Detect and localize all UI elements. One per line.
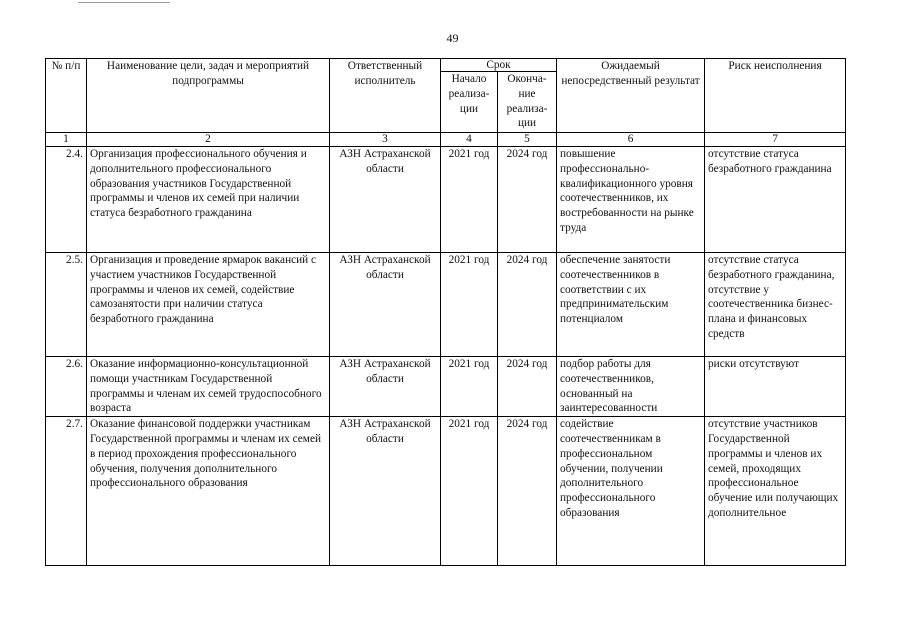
top-rule	[78, 2, 170, 3]
row-start: 2021 год	[441, 417, 498, 566]
column-number-row	[46, 133, 846, 147]
row-number: 2.7.	[46, 417, 87, 566]
header-end: Оконча-ние реализа-ции	[498, 72, 557, 133]
row-result: содействие соотечественникам в профессиональном обучении, получении дополнительного профессионального образования	[557, 417, 705, 566]
table-row	[46, 357, 846, 417]
row-result: подбор работы для соотечественников, основанный на заинтересованности	[557, 357, 705, 417]
row-name: Организация профессионального обучения и дополнительного профессионального образования участников Государственной программы и членов их семей при наличии статуса безработного гражданина	[87, 147, 330, 253]
row-risk: риски отсутствуют	[705, 357, 846, 417]
row-name: Оказание информационно-консультационной помощи участникам Государственной программы и членам их семей трудоспособного возраста	[87, 357, 330, 417]
row-number: 2.6.	[46, 357, 87, 417]
row-risk: отсутствие статуса безработного гражданина, отсутствие у соотечественника бизнес-плана и финансовых средств	[705, 253, 846, 357]
row-number: 2.5.	[46, 253, 87, 357]
column-number: 5	[498, 133, 557, 147]
header-term: Срок	[441, 59, 557, 72]
row-start: 2021 год	[441, 253, 498, 357]
column-number: 4	[441, 133, 498, 147]
header-result: Ожидаемый непосредственный результат	[557, 59, 705, 133]
row-result: обеспечение занятости соотечественников в соответствии с их предпринимательским потенциалом	[557, 253, 705, 357]
row-end: 2024 год	[498, 253, 557, 357]
column-number: 6	[557, 133, 705, 147]
header-row	[46, 59, 846, 72]
header-start: Начало реализа-ции	[441, 72, 498, 133]
row-number: 2.4.	[46, 147, 87, 253]
row-executor: АЗН Астраханской области	[330, 253, 441, 357]
column-number: 2	[87, 133, 330, 147]
row-name: Организация и проведение ярмарок вакансий с участием участников Государственной программы и членов их семей, содействие самозанятости при наличии статуса безработного гражданина	[87, 253, 330, 357]
header-name: Наименование цели, задач и мероприятий подпрограммы	[87, 59, 330, 133]
table-row	[46, 253, 846, 357]
row-result: повышение профессионально-квалификационного уровня соотечественников, их востребованности на рынке труда	[557, 147, 705, 253]
row-end: 2024 год	[498, 417, 557, 566]
page-number: 49	[446, 31, 459, 45]
row-risk: отсутствие статуса безработного гражданина	[705, 147, 846, 253]
column-number: 3	[330, 133, 441, 147]
column-number: 1	[46, 133, 87, 147]
row-risk: отсутствие участников Государственной программы и членов их семей, проходящих профессиональное обучение или получающих дополнительное	[705, 417, 846, 566]
row-executor: АЗН Астраханской области	[330, 357, 441, 417]
header-risk: Риск неисполнения	[705, 59, 846, 133]
row-executor: АЗН Астраханской области	[330, 417, 441, 566]
table-row	[46, 417, 846, 566]
column-number: 7	[705, 133, 846, 147]
row-start: 2021 год	[441, 147, 498, 253]
table-row	[46, 147, 846, 253]
row-end: 2024 год	[498, 147, 557, 253]
row-start: 2021 год	[441, 357, 498, 417]
row-end: 2024 год	[498, 357, 557, 417]
row-name: Оказание финансовой поддержки участникам Государственной программы и членам их семей в период прохождения профессионального обучения, получения дополнительного профессионального образования	[87, 417, 330, 566]
subprogram-table	[45, 58, 846, 566]
header-number: № п/п	[46, 59, 87, 133]
header-executor: Ответственный исполнитель	[330, 59, 441, 133]
row-executor: АЗН Астраханской области	[330, 147, 441, 253]
